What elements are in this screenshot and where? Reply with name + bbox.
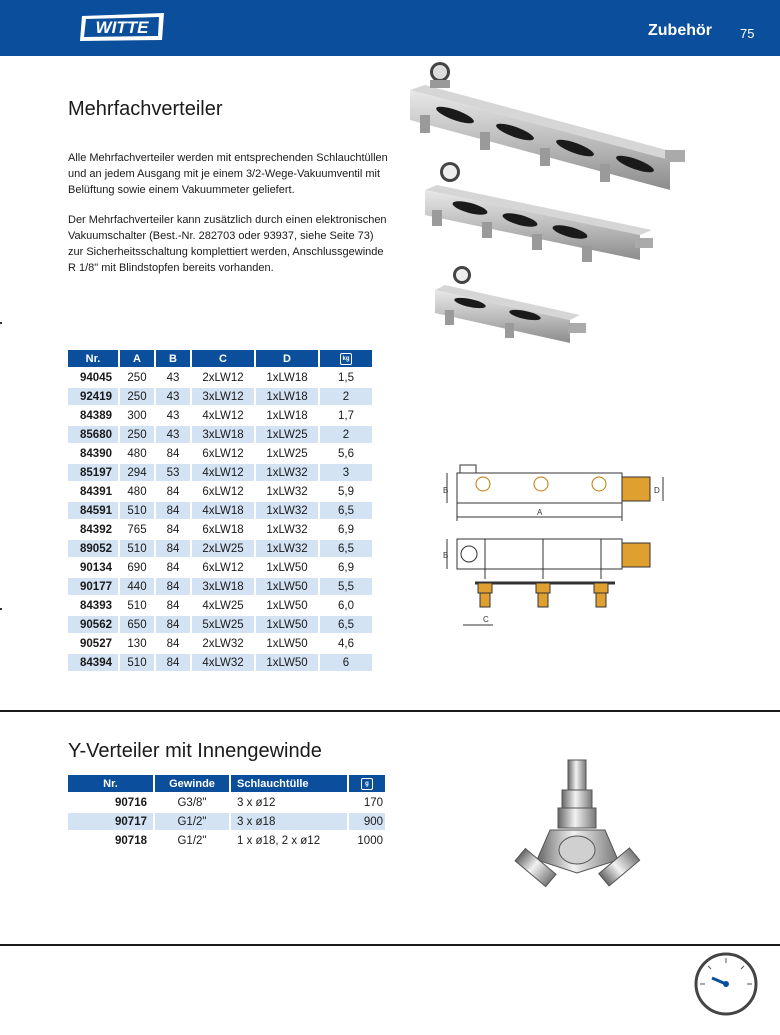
cell-b: 53 (156, 464, 190, 481)
cell-weight: 5,9 (338, 485, 354, 498)
cell-b: 84 (156, 616, 190, 633)
cell-a: 690 (127, 561, 147, 574)
cell-d: 1xLW18 (266, 409, 308, 422)
cell-d: 1xLW18 (256, 388, 318, 405)
cell-weight: 170 (363, 796, 383, 809)
cell-a: 250 (127, 371, 147, 384)
table-row (68, 407, 372, 424)
cell-schlauchtuelle: 3 x ø12 (237, 796, 276, 809)
col-header-schlauchtuelle: Schlauchtülle (231, 775, 347, 792)
cell-c: 2xLW12 (202, 371, 244, 384)
cell-weight: 6,5 (320, 502, 372, 519)
page-number: 75 (740, 26, 755, 41)
y-distributor-photo (510, 755, 650, 910)
cell-nr: 84391 (80, 485, 112, 498)
cell-nr: 84393 (80, 599, 112, 612)
manifold-photos (400, 60, 700, 350)
cell-weight: 3 (320, 464, 372, 481)
section-title-y: Y-Verteiler mit Innengewinde (68, 740, 322, 762)
cell-b: 84 (156, 578, 190, 595)
cell-b: 84 (156, 654, 190, 671)
drawing-top-view (447, 465, 663, 521)
cell-a: 294 (120, 464, 154, 481)
cell-c: 3xLW12 (192, 388, 254, 405)
cell-nr: 94045 (80, 371, 112, 384)
cell-nr: 84390 (80, 447, 112, 460)
cell-c: 2xLW32 (202, 637, 244, 650)
cell-c: 3xLW18 (192, 578, 254, 595)
dimension-drawing (435, 455, 680, 635)
cell-d: 1xLW50 (256, 654, 318, 671)
drawing-label-a: A (537, 508, 543, 517)
cell-schlauchtuelle: 1 x ø18, 2 x ø12 (237, 834, 321, 847)
cell-nr: 92419 (68, 388, 118, 405)
cell-nr: 90718 (115, 834, 147, 847)
cell-a: 480 (127, 485, 147, 498)
col-header-gewinde: Gewinde (155, 775, 229, 792)
cell-d: 1xLW25 (256, 426, 318, 443)
table-row (68, 540, 372, 557)
cell-c: 3xLW18 (192, 426, 254, 443)
cell-nr: 90716 (115, 796, 147, 809)
table-row (68, 426, 372, 443)
table-row (68, 521, 372, 538)
cell-d: 1xLW32 (256, 464, 318, 481)
cell-nr: 84394 (68, 654, 118, 671)
table-row (68, 502, 372, 519)
witte-logo (78, 10, 168, 44)
table-row (68, 559, 372, 576)
cell-weight: 2 (320, 388, 372, 405)
cell-d: 1xLW32 (266, 523, 308, 536)
cell-gewinde: G3/8" (177, 796, 207, 809)
cell-b: 84 (156, 502, 190, 519)
cell-nr: 84389 (80, 409, 112, 422)
margin-tick (0, 322, 2, 324)
col-header-b: B (156, 350, 190, 367)
cell-b: 84 (166, 523, 180, 536)
cell-a: 130 (127, 637, 147, 650)
cell-weight: 5,6 (338, 447, 354, 460)
table-row (68, 616, 372, 633)
table-row (68, 635, 372, 652)
g-weight-icon: g (361, 778, 373, 790)
section-divider (0, 710, 780, 712)
cell-c: 4xLW32 (192, 654, 254, 671)
cell-nr: 85197 (68, 464, 118, 481)
cell-weight: 6,5 (320, 540, 372, 557)
kg-weight-icon: kg (340, 353, 352, 365)
col-header-nr: Nr. (68, 775, 153, 792)
cell-a: 510 (127, 599, 147, 612)
cell-nr: 85680 (68, 426, 118, 443)
cell-schlauchtuelle: 3 x ø18 (231, 813, 347, 830)
cell-weight: 5,5 (320, 578, 372, 595)
cell-nr: 90717 (68, 813, 153, 830)
col-header-weight (349, 775, 385, 792)
header-title: Zubehör (648, 22, 712, 39)
logo-text: WITTE (95, 18, 149, 37)
cell-weight: 6,0 (338, 599, 354, 612)
cell-b: 84 (166, 447, 180, 460)
section-divider (0, 944, 780, 946)
cell-b: 84 (166, 637, 180, 650)
drawing-label-d: D (654, 486, 660, 495)
cell-a: 510 (120, 540, 154, 557)
cell-a: 300 (127, 409, 147, 422)
table-row (68, 794, 385, 811)
cell-gewinde: G1/2" (155, 813, 229, 830)
drawing-front-view (447, 539, 650, 625)
cell-b: 43 (156, 388, 190, 405)
table-row (68, 369, 372, 386)
cell-c: 4xLW25 (202, 599, 244, 612)
cell-nr: 90562 (68, 616, 118, 633)
cell-weight: 4,6 (338, 637, 354, 650)
cell-d: 1xLW50 (256, 578, 318, 595)
cell-d: 1xLW18 (266, 371, 308, 384)
intro-paragraph-2: Der Mehrfachverteiler kann zusätzlich durch einen elektronischen Vakuumschalter (Best.-Nr. 282703 oder 93937, siehe Seite 73) zur Sicherheitsschaltung komplettiert werden, Anschlussgewinde R 1/8" mit Blindstopfen bereits vorhanden. (68, 214, 387, 274)
cell-nr: 84591 (68, 502, 118, 519)
cell-b: 43 (166, 409, 180, 422)
cell-weight: 6,9 (338, 523, 354, 536)
col-header-d: D (256, 350, 318, 367)
col-header-a: A (120, 350, 154, 367)
cell-nr: 90134 (80, 561, 112, 574)
cell-a: 440 (120, 578, 154, 595)
cell-weight: 900 (349, 813, 385, 830)
table-row (68, 464, 372, 481)
col-header-nr: Nr. (68, 350, 118, 367)
cell-weight: 6,9 (338, 561, 354, 574)
table-row (68, 578, 372, 595)
table-header-row (68, 350, 372, 367)
cell-c: 5xLW25 (192, 616, 254, 633)
cell-c: 6xLW18 (202, 523, 244, 536)
cell-nr: 90177 (68, 578, 118, 595)
cell-a: 510 (120, 654, 154, 671)
cell-a: 765 (127, 523, 147, 536)
table-row (68, 654, 372, 671)
manifold-medium (425, 162, 653, 262)
manifold-small (435, 266, 586, 343)
table-row (68, 483, 372, 500)
cell-b: 43 (166, 371, 180, 384)
cell-d: 1xLW32 (256, 502, 318, 519)
cell-d: 1xLW50 (266, 599, 308, 612)
cell-nr: 90527 (80, 637, 112, 650)
col-header-c: C (192, 350, 254, 367)
cell-c: 6xLW12 (202, 485, 244, 498)
cell-c: 4xLW12 (202, 409, 244, 422)
table-row (68, 832, 385, 849)
cell-d: 1xLW32 (266, 485, 308, 498)
cell-b: 84 (166, 599, 180, 612)
manifold-table (66, 348, 374, 673)
cell-c: 4xLW12 (192, 464, 254, 481)
page-header (0, 0, 780, 56)
cell-d: 1xLW50 (256, 616, 318, 633)
cell-c: 2xLW25 (192, 540, 254, 557)
drawing-label-b2: B (443, 551, 449, 560)
margin-tick (0, 608, 2, 610)
table-row (68, 388, 372, 405)
gauge-icon (692, 950, 760, 1018)
table-row (68, 813, 385, 830)
y-distributor-table (66, 773, 387, 851)
cell-b: 43 (156, 426, 190, 443)
drawing-label-b: B (443, 486, 449, 495)
cell-nr: 89052 (68, 540, 118, 557)
cell-a: 250 (120, 426, 154, 443)
intro-paragraph-1: Alle Mehrfachverteiler werden mit entsprechenden Schlauchtüllen und an jedem Ausgang mit je einem 3/2-Wege-Vakuumventil mit Belüftung sowie einem Vakuummeter geliefert. (68, 152, 388, 196)
cell-c: 6xLW12 (202, 447, 244, 460)
table-row (68, 597, 372, 614)
cell-a: 650 (120, 616, 154, 633)
table-row (68, 445, 372, 462)
cell-c: 6xLW12 (202, 561, 244, 574)
cell-weight: 1,5 (338, 371, 354, 384)
cell-b: 84 (166, 561, 180, 574)
cell-d: 1xLW50 (266, 637, 308, 650)
cell-a: 250 (120, 388, 154, 405)
cell-nr: 84392 (80, 523, 112, 536)
cell-d: 1xLW32 (256, 540, 318, 557)
drawing-label-c: C (483, 615, 489, 624)
cell-d: 1xLW50 (266, 561, 308, 574)
cell-c: 4xLW18 (192, 502, 254, 519)
cell-weight: 6 (320, 654, 372, 671)
intro-text (68, 150, 388, 290)
table-header-row (68, 775, 385, 792)
cell-weight: 1,7 (338, 409, 354, 422)
cell-gewinde: G1/2" (177, 834, 207, 847)
cell-d: 1xLW25 (266, 447, 308, 460)
cell-weight: 2 (320, 426, 372, 443)
cell-weight: 1000 (357, 834, 383, 847)
cell-weight: 6,5 (320, 616, 372, 633)
cell-a: 510 (120, 502, 154, 519)
cell-b: 84 (166, 485, 180, 498)
col-header-weight (320, 350, 372, 367)
section-title: Mehrfachverteiler (68, 98, 223, 120)
cell-a: 480 (127, 447, 147, 460)
cell-b: 84 (156, 540, 190, 557)
